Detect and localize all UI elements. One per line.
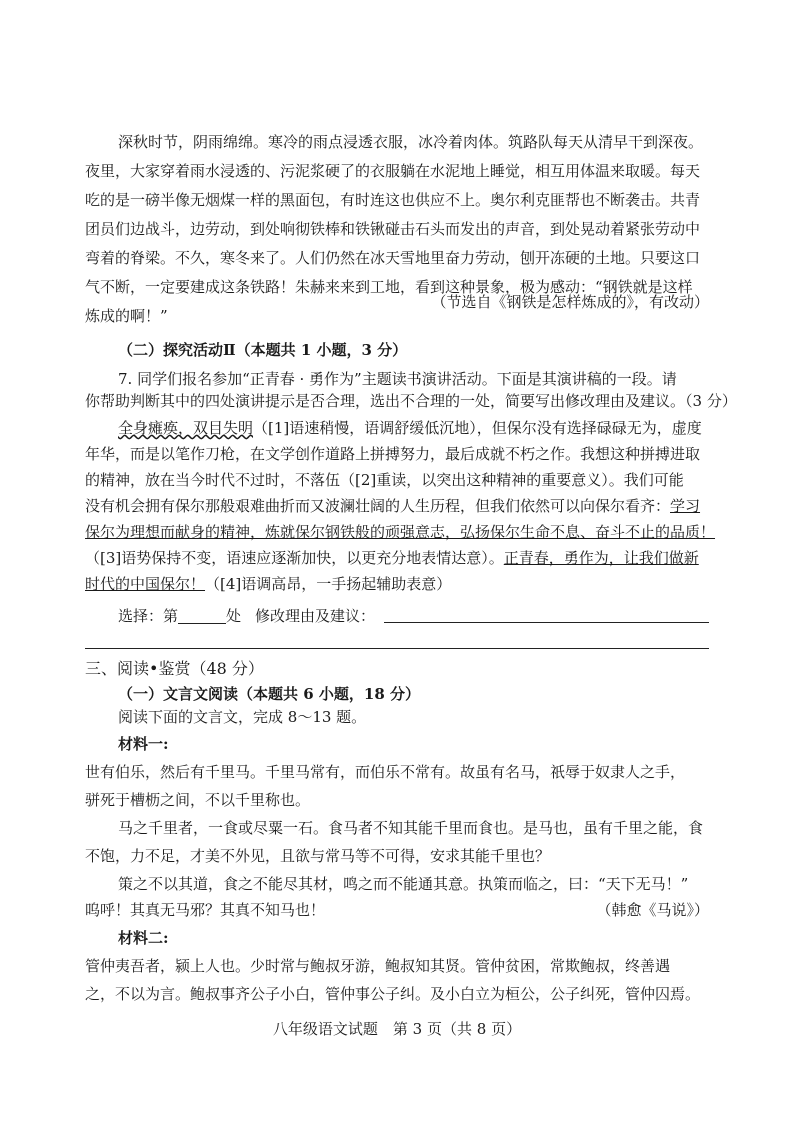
speech-line-4-text: 没有机会拥有保尔那般艰难曲折而又波澜壮阔的人生历程，但我们依然可以向保尔看齐： xyxy=(85,497,671,515)
speech-emphasis-phrase: 全身瘫痪，双目失明 xyxy=(118,419,254,437)
material-1-source: （韩愈《马说》） xyxy=(596,901,709,919)
passage-line-5: 弯着的脊梁。不久，寒冬来了。人们仍然在冰天雪地里奋力劳动，刨开冻硬的土地。只要这口 xyxy=(85,249,701,267)
passage-line-1: 深秋时节，阴雨绵绵。寒冷的雨点浸透衣服，冰冷着肉体。筑路队每天从清早干到深夜。 xyxy=(118,133,704,151)
speech-line-5: 保尔为理想而献身的精神，炼就保尔钢铁般的顽强意志，弘扬保尔生命不息、奋斗不止的品质！ xyxy=(85,523,716,541)
answer-extra-line[interactable] xyxy=(85,648,709,649)
speech-line-7 xyxy=(85,573,451,595)
passage-source: （节选自《钢铁是怎样炼成的》，有改动） xyxy=(431,293,709,311)
section-3-heading: 三、阅读•鉴赏（48 分） xyxy=(85,659,264,678)
answer-choice-blank[interactable] xyxy=(178,607,226,624)
speech-line-6 xyxy=(85,547,699,569)
question-7-line-1: 7. 同学们报名参加“正青春 · 勇作为”主题读书演讲活动。下面是其演讲稿的一段。请 xyxy=(118,370,677,388)
material-2-line-2: 之，不以为言。鲍叔事齐公子小白，管仲事公子纠。及小白立为桓公，公子纠死，管仲囚焉。 xyxy=(85,985,701,1003)
material-2-line-1: 管仲夷吾者，颍上人也。少时常与鲍叔牙游，鲍叔知其贤。管仲贫困，常欺鲍叔，终善遇 xyxy=(85,957,671,975)
speech-line-4 xyxy=(85,495,700,517)
answer-choice-label: 选择：第 xyxy=(118,607,179,625)
material-1-line-5: 策之不以其道，食之不能尽其材，鸣之而不能通其意。执策而临之，曰：“天下无马！” xyxy=(118,875,689,893)
material-1-line-2: 骈死于槽枥之间，不以千里称也。 xyxy=(85,791,311,809)
material-1-line-1: 世有伯乐，然后有千里马。千里马常有，而伯乐不常有。故虽有名马，祇辱于奴隶人之手， xyxy=(85,763,686,781)
speech-line-3: 的精神，放在当今时代不过时，不落伍（[2]重读，以突出这种精神的重要意义）。我们可能 xyxy=(85,471,684,489)
answer-reason-blank[interactable] xyxy=(384,622,709,623)
speech-slogan-end: 时代的中国保尔！ xyxy=(85,575,206,593)
speech-line-1-rest: （[1]语速稍慢，语调舒缓低沉地），但保尔没有选择碌碌无为，虚度 xyxy=(253,419,702,437)
section-heading-activity: （二）探究活动Ⅱ（本题共 1 小题，3 分） xyxy=(118,341,408,359)
speech-slogan: 正青春，勇作为，让我们做新 xyxy=(503,549,699,567)
material-1-line-6: 呜呼！其真无马邪？其真不知马也！ xyxy=(85,901,326,919)
page-footer: 八年级语文试题 第 3 页（共 8 页） xyxy=(272,1020,522,1038)
question-7-line-2: 你帮助判断其中的四处演讲提示是否合理，选出不合理的一处，简要写出修改理由及建议。（3 分） xyxy=(85,392,737,410)
speech-hint-3: （[3]语势保持不变，语速应逐渐加快，以更充分地表情达意）。 xyxy=(85,549,504,567)
speech-underlined-start: 学习 xyxy=(670,497,701,515)
material-1-line-3: 马之千里者，一食或尽粟一石。食马者不知其能千里而食也。是马也，虽有千里之能，食 xyxy=(118,819,704,837)
passage-line-7: 炼成的啊！” xyxy=(85,307,168,325)
passage-line-3: 吃的是一磅半像无烟煤一样的黑面包，有时连这也供应不上。奥尔利克匪帮也不断袭击。共青 xyxy=(85,191,701,209)
speech-line-2: 年华，而是以笔作刀枪，在文学创作道路上拼搏努力，最后成就不朽之作。我想这种拼搏进取 xyxy=(85,445,701,463)
material-1-label: 材料一: xyxy=(118,735,169,753)
reading-instruction: 阅读下面的文言文，完成 8～13 题。 xyxy=(118,708,367,726)
passage-line-2: 夜里，大家穿着雨水浸透的、污泥浆硬了的衣服躺在水泥地上睡觉，相互用体温来取暖。每天 xyxy=(85,162,701,180)
classical-reading-heading: （一）文言文阅读（本题共 6 小题，18 分） xyxy=(118,685,420,703)
speech-hint-4: （[4]语调高昂，一手扬起辅助表意） xyxy=(205,575,452,593)
material-2-label: 材料二: xyxy=(118,929,169,947)
material-1-line-4: 不饱，力不足，才美不外见，且欲与常马等不可得，安求其能千里也？ xyxy=(85,847,551,865)
answer-reason-label: 修改理由及建议： xyxy=(255,607,376,625)
answer-line xyxy=(118,605,241,627)
answer-choice-suffix: 处 xyxy=(226,607,242,625)
speech-line-1 xyxy=(118,417,702,439)
passage-line-6: 气不断，一定要建成这条铁路！朱赫来来到工地，看到这种景象，极为感动：“钢铁就是这样 xyxy=(85,278,693,296)
passage-line-4: 团员们边战斗，边劳动，到处响彻铁棒和铁锹碰击石头而发出的声音，到处晃动着紧张劳动中 xyxy=(85,220,701,238)
